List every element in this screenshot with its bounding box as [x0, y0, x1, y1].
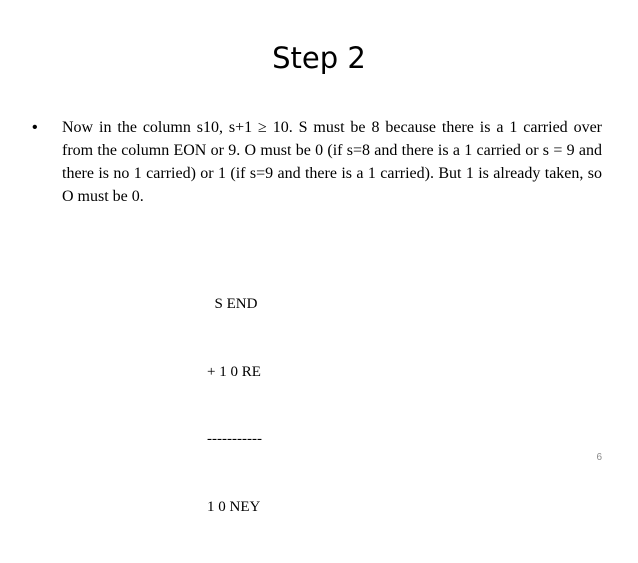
page-number: 6 — [596, 452, 602, 463]
bullet-item — [32, 116, 602, 208]
slide-title: Step 2 — [272, 41, 366, 75]
cryptarithm-sum — [207, 248, 327, 563]
sum-line-addend-1: S END — [207, 296, 258, 312]
sum-line-addend-2: + 1 0 RE — [207, 363, 261, 380]
bullet-text: Now in the column s10, s+1 ≥ 10. S must be 8 because there is a 1 carried over from the column EON or 9. O must be 0 (if s=8 and there is a 1 carried or s = 9 and there is no 1 carried) or 1 (if s=9 and there is a 1 carried). But 1 is already taken, so O must be 0. — [62, 119, 602, 205]
sum-line-separator: ----------- — [207, 431, 262, 447]
sum-line-result: 1 0 NEY — [207, 498, 261, 515]
bullet-marker: • — [32, 119, 38, 136]
